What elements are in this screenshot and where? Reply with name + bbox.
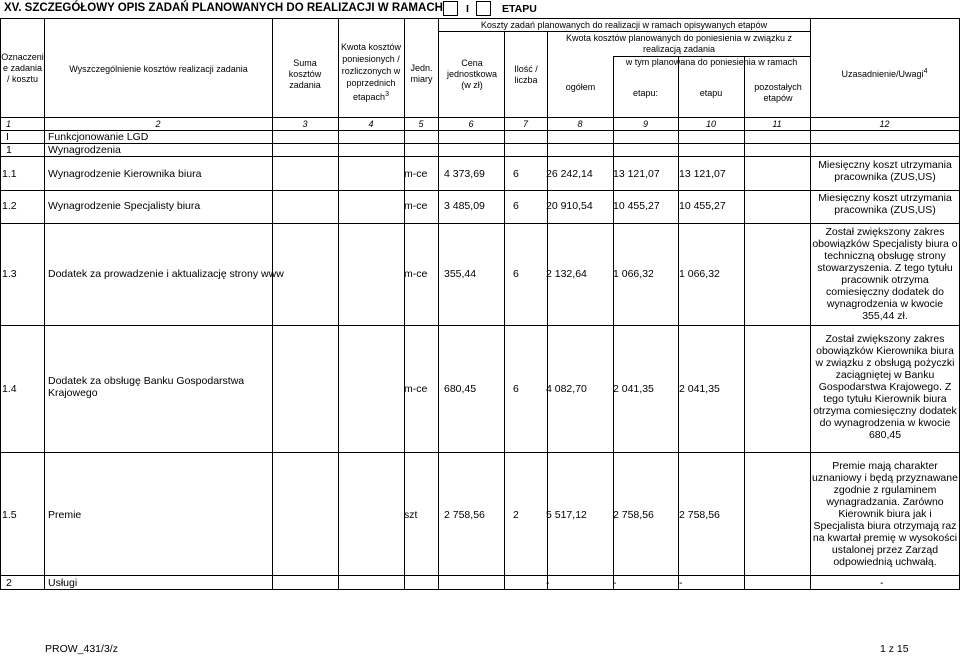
header-jedn: Jedn. miary <box>410 63 433 84</box>
stage-label-i: I <box>466 3 469 15</box>
row-unit: m-ce <box>404 168 428 180</box>
header-etapu-1: etapu: <box>632 88 659 98</box>
page-number: 1 z 15 <box>880 643 909 655</box>
row-note: - <box>880 577 884 589</box>
col-number: 5 <box>418 119 424 129</box>
header-kwota-planowanych: Kwota kosztów planowanych do poniesienia w związku z realizacją zadania <box>565 33 793 54</box>
row-total: 20 910,54 <box>546 200 593 212</box>
col-number: 11 <box>772 119 782 129</box>
col-number: 1 <box>6 119 12 129</box>
col-number: 7 <box>522 119 528 129</box>
stage-checkbox-2[interactable] <box>476 1 491 16</box>
header-ogolem: ogółem <box>565 82 596 92</box>
row-qty: 6 <box>513 168 519 180</box>
row-id: 1.3 <box>2 268 17 280</box>
row-stage: 1 066,32 <box>613 268 654 280</box>
row-stage-2: 2 041,35 <box>679 383 720 395</box>
header-pozostalych: pozostałych etapów <box>754 82 802 103</box>
header-group-title: Koszty zadań planowanych do realizacji w ramach opisywanych etapów <box>480 20 768 30</box>
col-number: 12 <box>879 119 890 129</box>
row-unit: m-ce <box>404 200 428 212</box>
row-note: Został zwiększony zakres obowiązków Kierownika biura w związku z obsługą pożyczki zaciągniętej w Banku Gospodarstwa Krajowego. Z tego tytułu Kierownik biura otrzyma comiesięczny dodatek do wynagrodzenia w kwocie 680,45 <box>813 333 957 441</box>
row-stage: 13 121,07 <box>613 168 660 180</box>
row-note: Miesięczny koszt utrzymania pracownika (ZUS,US) <box>818 192 952 216</box>
row-name: Dodatek za prowadzenie i aktualizację strony www <box>48 268 284 280</box>
row-stage-2: 13 121,07 <box>679 168 726 180</box>
header-suma: Suma kosztów zadania <box>288 58 322 90</box>
col-number: 10 <box>705 119 716 129</box>
row-note: Miesięczny koszt utrzymania pracownika (ZUS,US) <box>818 159 952 183</box>
col-number: 6 <box>468 119 474 129</box>
row-total: 5 517,12 <box>546 509 587 521</box>
col-number: 2 <box>155 119 161 129</box>
row-unit: m-ce <box>404 383 428 395</box>
row-price: 2 758,56 <box>444 509 485 521</box>
header-ilosc: Ilość / liczba <box>514 64 538 85</box>
header-etapu-2: etapu <box>699 88 723 98</box>
row-name: Dodatek za obsługę Banku Gospodarstwa Krajowego <box>48 375 245 399</box>
row-id: 1.5 <box>2 509 17 521</box>
stage-checkbox-1[interactable] <box>443 1 458 16</box>
section-number: I <box>6 131 9 143</box>
row-stage-2: 1 066,32 <box>679 268 720 280</box>
row-total: - <box>546 577 550 589</box>
row-stage: 10 455,27 <box>613 200 660 212</box>
col-number: 4 <box>368 119 374 129</box>
header-oznaczenie: Oznaczeni e zadania / kosztu <box>1 52 44 84</box>
row-stage: 2 041,35 <box>613 383 654 395</box>
section-number: 2 <box>6 577 12 589</box>
section-number: 1 <box>6 144 12 156</box>
col-number: 8 <box>577 119 583 129</box>
row-total: 2 132,64 <box>546 268 587 280</box>
footer-code: PROW_431/3/z <box>45 643 118 655</box>
section-label: Funkcjonowanie LGD <box>48 131 149 143</box>
header-w-tym: w tym planowana do poniesienia w ramach <box>625 57 798 67</box>
row-stage: - <box>613 577 617 589</box>
row-qty: 2 <box>513 509 519 521</box>
header-wyszczegolnienie: Wyszczególnienie kosztów realizacji zadania <box>69 64 248 74</box>
row-qty: 6 <box>513 200 519 212</box>
row-qty: 6 <box>513 383 519 395</box>
col-number: 3 <box>302 119 308 129</box>
row-price: 3 485,09 <box>444 200 485 212</box>
row-total: 26 242,14 <box>546 168 593 180</box>
row-name: Wynagrodzenie Kierownika biura <box>48 168 202 180</box>
row-stage-2: 10 455,27 <box>679 200 726 212</box>
row-unit: m-ce <box>404 268 428 280</box>
row-id: 1.2 <box>2 200 17 212</box>
row-total: 4 082,70 <box>546 383 587 395</box>
stage-label-etapu: ETAPU <box>502 3 537 15</box>
row-price: 4 373,69 <box>444 168 485 180</box>
row-stage: 2 758,56 <box>613 509 654 521</box>
row-stage-2: 2 758,56 <box>679 509 720 521</box>
header-cena: Cena jednostkowa (w zł) <box>447 58 498 90</box>
row-id: 1.1 <box>2 168 17 180</box>
row-note: Premie mają charakter uznaniowy i będą przyznawane zgodnie z rgulaminem wynagradzania. Zarówno Kierownik biura jak i Specjalista biura otrzymają raz na kwartał premię w wysokości ustalonej przez Zarząd odpowiednią uchwałą. <box>812 460 958 568</box>
section-label: Wynagrodzenia <box>48 144 121 156</box>
row-price: 680,45 <box>444 383 477 395</box>
header-kwota-poprzednich: Kwota kosztów poniesionych / rozliczonych w poprzednich etapach$^3$ <box>340 42 402 102</box>
row-stage-2: - <box>679 577 683 589</box>
header-uzasadnienie: Uzasadnienie/Uwagi$^4$ <box>841 68 928 79</box>
row-id: 1.4 <box>2 383 17 395</box>
page-title: XV. SZCZEGÓŁOWY OPIS ZADAŃ PLANOWANYCH DO REALIZACJI W RAMACH <box>4 2 443 14</box>
row-qty: 6 <box>513 268 519 280</box>
row-name: Wynagrodzenie Specjalisty biura <box>48 200 201 212</box>
section-label: Usługi <box>48 577 78 589</box>
row-name: Premie <box>48 509 82 521</box>
col-number: 9 <box>642 119 648 129</box>
row-note: Został zwiększony zakres obowiązków Specjalisty biura o techniczną obsługę strony stowarzyszenia. Z tego tytułu pracownik otrzyma comiesięczny dodatek do wynagrodzenia w kwocie 355,44 zł. <box>812 226 958 322</box>
row-unit: szt <box>404 509 418 521</box>
row-price: 355,44 <box>444 268 477 280</box>
